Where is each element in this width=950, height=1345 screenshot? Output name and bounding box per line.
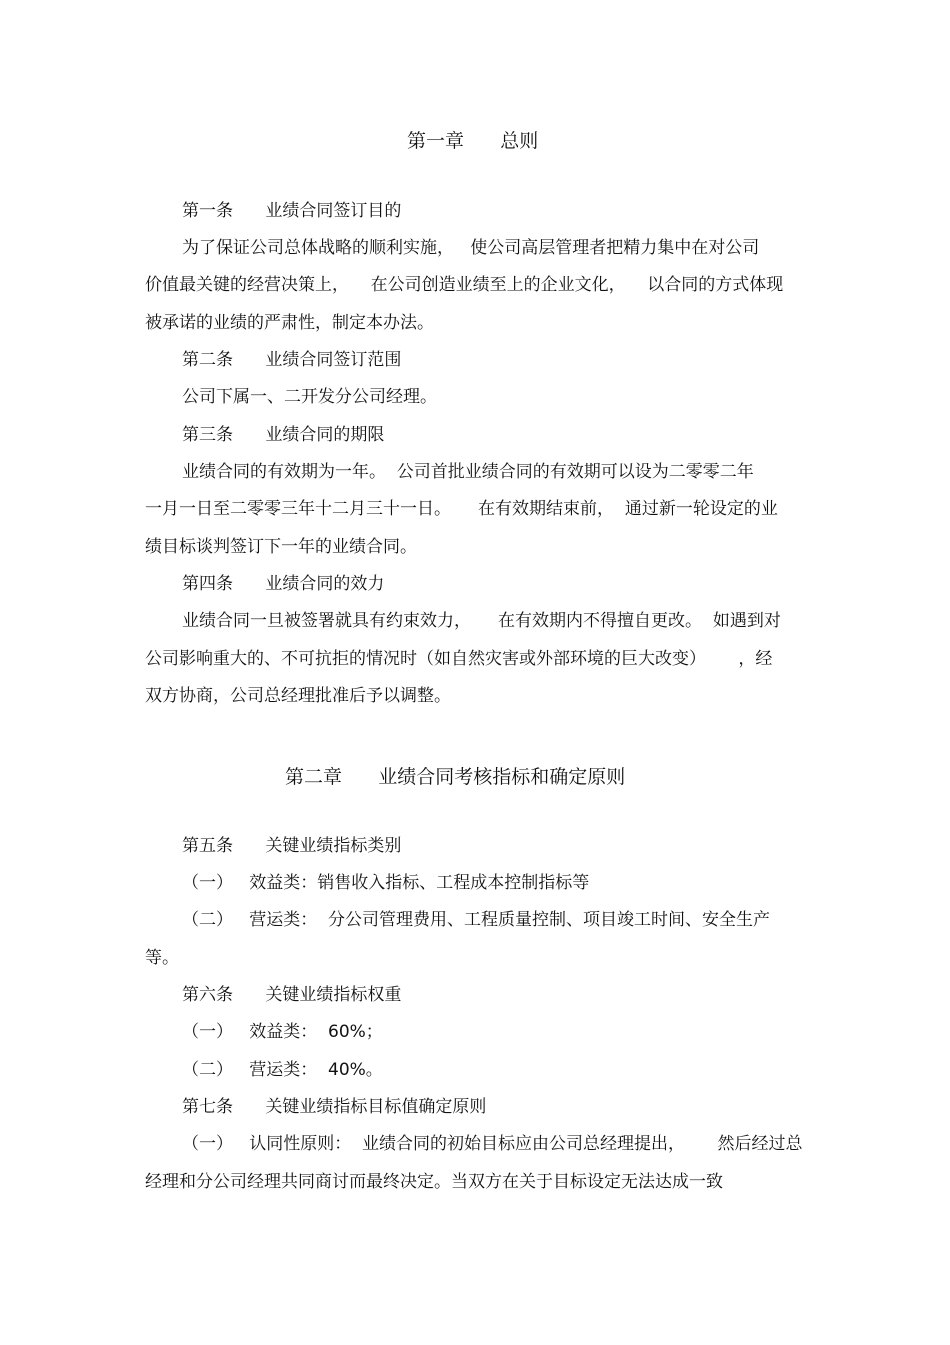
- chapter-2-title: 第二章 业绩合同考核指标和确定原则: [285, 766, 626, 788]
- paragraph-line: （一） 认同性原则： 业绩合同的初始目标应由公司总经理提出， 然后经过总: [182, 1134, 803, 1154]
- paragraph-line: 为了保证公司总体战略的顺利实施， 使公司高层管理者把精力集中在对公司: [182, 238, 760, 258]
- paragraph-line: 公司下属一、二开发分公司经理。: [182, 387, 437, 407]
- article-2-heading: 第二条 业绩合同签订范围: [182, 350, 402, 370]
- paragraph-line: 绩目标谈判签订下一年的业绩合同。: [145, 537, 417, 557]
- article-1-heading: 第一条 业绩合同签订目的: [182, 201, 402, 221]
- list-item: （二） 营运类： 分公司管理费用、工程质量控制、项目竣工时间、安全生产: [182, 910, 771, 930]
- paragraph-line: 公司影响重大的、不可抗拒的情况时（如自然灾害或外部环境的巨大改变） ，经: [145, 649, 773, 669]
- paragraph-line: 双方协商，公司总经理批准后予以调整。: [145, 686, 451, 706]
- article-4-heading: 第四条 业绩合同的效力: [182, 574, 385, 594]
- paragraph-line: 经理和分公司经理共同商讨而最终决定。当双方在关于目标设定无法达成一致: [145, 1172, 723, 1192]
- paragraph-line: 一月一日至二零零三年十二月三十一日。 在有效期结束前， 通过新一轮设定的业: [145, 499, 778, 519]
- article-5-heading: 第五条 关键业绩指标类别: [182, 836, 402, 856]
- article-7-heading: 第七条 关键业绩指标目标值确定原则: [182, 1097, 487, 1117]
- chapter-1-title: 第一章 总则: [407, 130, 539, 152]
- list-item: （二） 营运类： 40%。: [182, 1060, 383, 1080]
- paragraph-line: 业绩合同的有效期为一年。 公司首批业绩合同的有效期可以设为二零零二年: [182, 462, 754, 482]
- article-3-heading: 第三条 业绩合同的期限: [182, 425, 385, 445]
- list-item: （一） 效益类： 60%；: [182, 1022, 383, 1042]
- article-6-heading: 第六条 关键业绩指标权重: [182, 985, 402, 1005]
- paragraph-line: 业绩合同一旦被签署就具有约束效力， 在有效期内不得擅自更改。 如遇到对: [182, 611, 781, 631]
- list-item: （一） 效益类：销售收入指标、工程成本控制指标等: [182, 873, 590, 893]
- paragraph-line: 等。: [145, 948, 179, 968]
- paragraph-line: 被承诺的业绩的严肃性，制定本办法。: [145, 313, 434, 333]
- paragraph-line: 价值最关键的经营决策上， 在公司创造业绩至上的企业文化， 以合同的方式体现: [145, 275, 784, 295]
